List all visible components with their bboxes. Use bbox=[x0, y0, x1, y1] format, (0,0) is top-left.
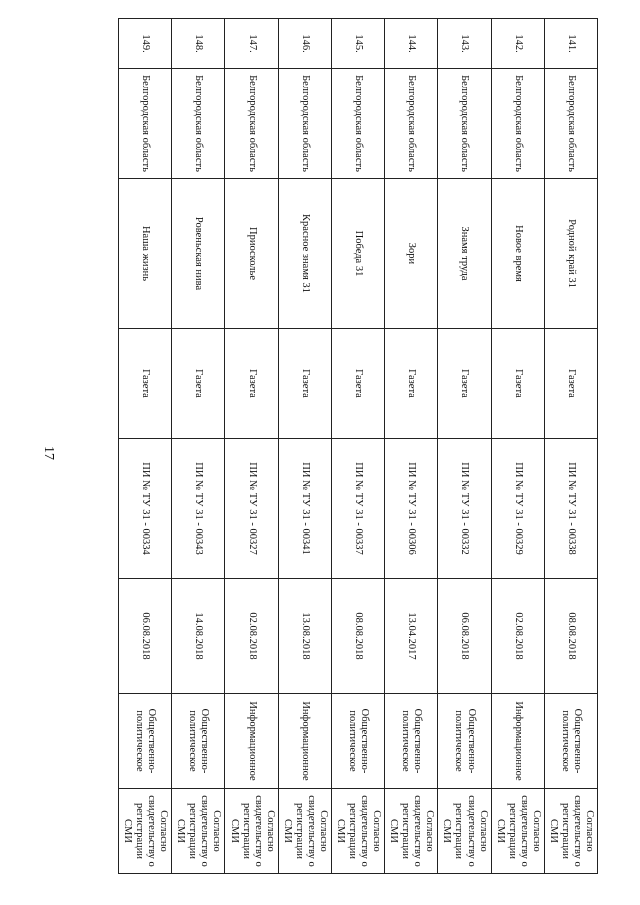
region-cell: Белгородская область bbox=[385, 69, 438, 179]
region-cell: Белгородская область bbox=[225, 69, 278, 179]
table-body bbox=[119, 19, 598, 874]
table-row bbox=[278, 19, 331, 874]
specialization-cell: Общественно-политическое bbox=[331, 694, 384, 789]
type-cell: Газета bbox=[172, 329, 225, 439]
title-cell: Знамя труда bbox=[438, 179, 491, 329]
region-cell: Белгородская область bbox=[544, 69, 597, 179]
note-cell: Согласно свидетельству о регистрации СМИ bbox=[544, 789, 597, 874]
registration-date-cell: 06.08.2018 bbox=[119, 579, 172, 694]
specialization-cell: Информационное bbox=[491, 694, 544, 789]
specialization-cell: Общественно-политическое bbox=[172, 694, 225, 789]
registration-number-cell: ПИ № ТУ 31 - 00306 bbox=[385, 439, 438, 579]
title-cell: Красное знамя 31 bbox=[278, 179, 331, 329]
title-cell: Зори bbox=[385, 179, 438, 329]
row-number: 145. bbox=[331, 19, 384, 69]
note-cell: Согласно свидетельству о регистрации СМИ bbox=[331, 789, 384, 874]
registration-date-cell: 06.08.2018 bbox=[438, 579, 491, 694]
row-number: 149. bbox=[119, 19, 172, 69]
registration-date-cell: 02.08.2018 bbox=[491, 579, 544, 694]
registration-number-cell: ПИ № ТУ 31 - 00337 bbox=[331, 439, 384, 579]
registration-date-cell: 02.08.2018 bbox=[225, 579, 278, 694]
registration-number-cell: ПИ № ТУ 31 - 00338 bbox=[544, 439, 597, 579]
row-number: 144. bbox=[385, 19, 438, 69]
table-row bbox=[225, 19, 278, 874]
row-number: 142. bbox=[491, 19, 544, 69]
page-number: 17 bbox=[41, 446, 56, 460]
registration-date-cell: 08.08.2018 bbox=[331, 579, 384, 694]
table-row bbox=[331, 19, 384, 874]
note-cell: Согласно свидетельству о регистрации СМИ bbox=[172, 789, 225, 874]
specialization-cell: Общественно-политическое bbox=[385, 694, 438, 789]
title-cell: Приосколье bbox=[225, 179, 278, 329]
type-cell: Газета bbox=[438, 329, 491, 439]
registration-number-cell: ПИ № ТУ 31 - 00343 bbox=[172, 439, 225, 579]
type-cell: Газета bbox=[331, 329, 384, 439]
table-row bbox=[172, 19, 225, 874]
registration-number-cell: ПИ № ТУ 31 - 00334 bbox=[119, 439, 172, 579]
table-row bbox=[119, 19, 172, 874]
registration-date-cell: 08.08.2018 bbox=[544, 579, 597, 694]
type-cell: Газета bbox=[385, 329, 438, 439]
specialization-cell: Информационное bbox=[278, 694, 331, 789]
specialization-cell: Общественно-политическое bbox=[438, 694, 491, 789]
title-cell: Родной край 31 bbox=[544, 179, 597, 329]
registration-number-cell: ПИ № ТУ 31 - 00329 bbox=[491, 439, 544, 579]
note-cell: Согласно свидетельству о регистрации СМИ bbox=[278, 789, 331, 874]
title-cell: Ровеньская нива bbox=[172, 179, 225, 329]
title-cell: Победа 31 bbox=[331, 179, 384, 329]
note-cell: Согласно свидетельству о регистрации СМИ bbox=[119, 789, 172, 874]
media-registry-table bbox=[118, 18, 598, 874]
table-row bbox=[385, 19, 438, 874]
region-cell: Белгородская область bbox=[119, 69, 172, 179]
region-cell: Белгородская область bbox=[331, 69, 384, 179]
note-cell: Согласно свидетельству о регистрации СМИ bbox=[438, 789, 491, 874]
type-cell: Газета bbox=[491, 329, 544, 439]
row-number: 148. bbox=[172, 19, 225, 69]
table-row bbox=[491, 19, 544, 874]
specialization-cell: Общественно-политическое bbox=[544, 694, 597, 789]
rotated-table-wrapper bbox=[118, 18, 598, 867]
note-cell: Согласно свидетельству о регистрации СМИ bbox=[225, 789, 278, 874]
row-number: 146. bbox=[278, 19, 331, 69]
type-cell: Газета bbox=[119, 329, 172, 439]
specialization-cell: Информационное bbox=[225, 694, 278, 789]
region-cell: Белгородская область bbox=[278, 69, 331, 179]
region-cell: Белгородская область bbox=[491, 69, 544, 179]
type-cell: Газета bbox=[544, 329, 597, 439]
title-cell: Наша жизнь bbox=[119, 179, 172, 329]
region-cell: Белгородская область bbox=[172, 69, 225, 179]
specialization-cell: Общественно-политическое bbox=[119, 694, 172, 789]
row-number: 141. bbox=[544, 19, 597, 69]
registration-number-cell: ПИ № ТУ 31 - 00327 bbox=[225, 439, 278, 579]
registration-date-cell: 13.08.2018 bbox=[278, 579, 331, 694]
title-cell: Новое время bbox=[491, 179, 544, 329]
registration-date-cell: 14.08.2018 bbox=[172, 579, 225, 694]
registration-number-cell: ПИ № ТУ 31 - 00332 bbox=[438, 439, 491, 579]
registration-number-cell: ПИ № ТУ 31 - 00341 bbox=[278, 439, 331, 579]
type-cell: Газета bbox=[278, 329, 331, 439]
type-cell: Газета bbox=[225, 329, 278, 439]
note-cell: Согласно свидетельству о регистрации СМИ bbox=[491, 789, 544, 874]
registration-date-cell: 13.04.2017 bbox=[385, 579, 438, 694]
table-row bbox=[544, 19, 597, 874]
row-number: 143. bbox=[438, 19, 491, 69]
region-cell: Белгородская область bbox=[438, 69, 491, 179]
row-number: 147. bbox=[225, 19, 278, 69]
note-cell: Согласно свидетельству о регистрации СМИ bbox=[385, 789, 438, 874]
table-row bbox=[438, 19, 491, 874]
